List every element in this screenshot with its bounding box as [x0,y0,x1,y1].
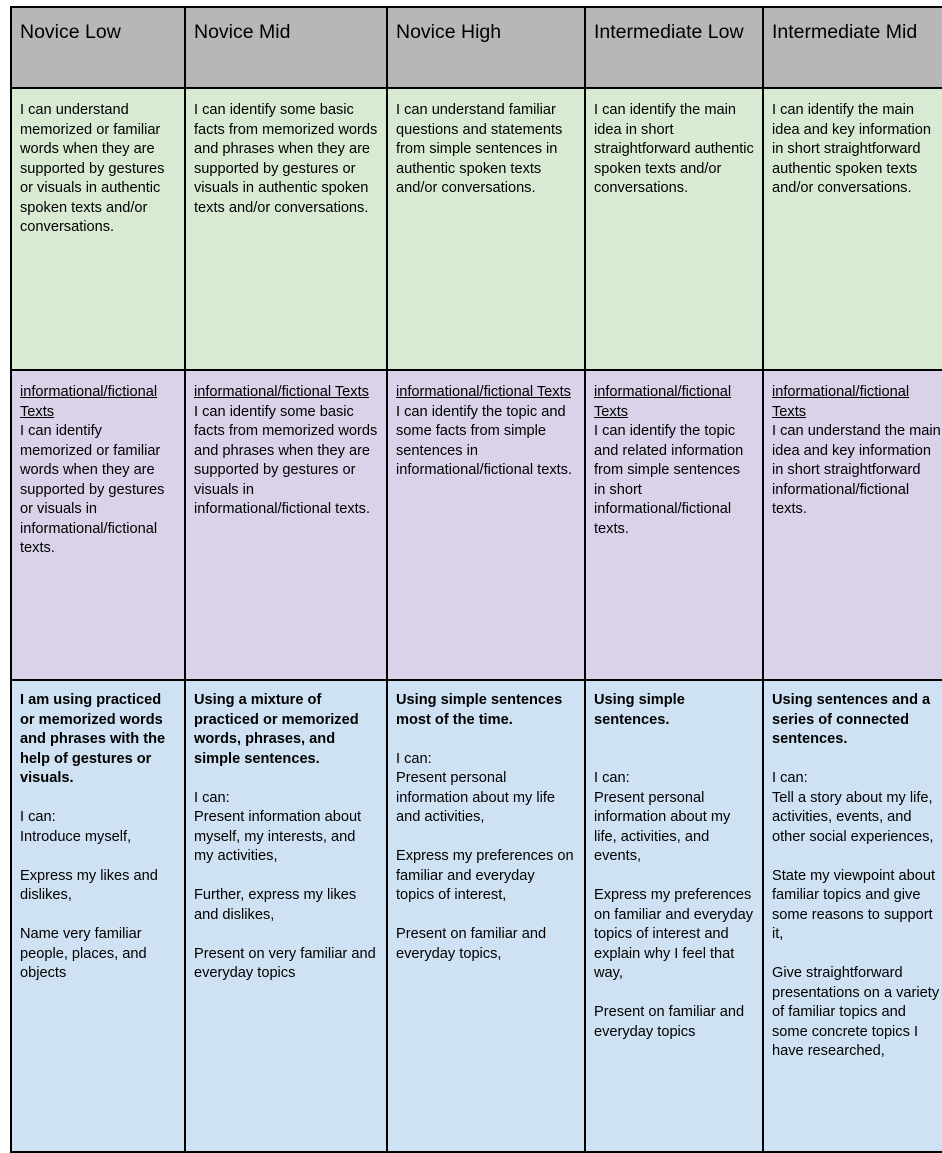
header-cell: Intermediate Low [585,7,763,88]
texts-link[interactable]: informational/fictional Texts [396,384,571,400]
cell-item: Express my likes and dislikes, [20,867,158,903]
table-cell: I can identify the main idea and key information in short straightforward authentic spoken texts and/or conversations. [763,88,942,370]
header-cell: Novice Low [11,7,185,88]
cell-item: Give straightforward presentations on a variety of familiar topics and some concrete topics I have researched, [772,965,940,1059]
table-cell: I can understand familiar questions and statements from simple sentences in authentic spoken texts and/or conversations. [387,88,585,370]
table-cell [11,680,185,1152]
cell-item: Present on familiar and everyday topics [594,1004,745,1040]
table-cell [763,370,942,680]
cell-ican: I can: [594,770,630,786]
texts-link[interactable]: informational/fictional Texts [194,384,369,400]
proficiency-table [10,6,942,1153]
header-cell: Intermediate Mid [763,7,942,88]
table-cell [585,680,763,1152]
cell-item: Express my preferences on familiar and everyday topics of interest and explain why I feel that way, [594,887,753,981]
texts-link[interactable]: informational/fictional Texts [594,384,732,420]
table-cell [387,680,585,1152]
interpretive-listening-row [11,88,942,370]
table-cell: I can identify some basic facts from memorized words and phrases when they are supported by gestures or visuals in authentic spoken texts and/or conversations. [185,88,387,370]
cell-ican: I can: [772,770,808,786]
cell-item: Present on very familiar and everyday topics [194,945,376,981]
cell-item: Present information about myself, my interests, and my activities, [194,809,362,864]
table-cell [185,370,387,680]
cell-item: Further, express my likes and dislikes, [194,887,357,923]
cell-item: Express my preferences on familiar and everyday topics of interest, [396,848,574,903]
cell-ican: I can: [194,789,230,806]
cell-lead: Using sentences and a series of connected sentences. [772,692,931,747]
header-row [11,7,942,88]
cell-item: Introduce myself, [20,828,132,845]
cell-lead: Using simple sentences most of the time. [396,692,563,728]
cell-item: Present on familiar and everyday topics, [396,926,547,962]
cell-item: State my viewpoint about familiar topics and give some reasons to support it, [772,867,936,942]
presentational-row [11,680,942,1152]
texts-link[interactable]: informational/fictional Texts [20,384,158,420]
interpretive-reading-row [11,370,942,680]
header-cell: Novice High [387,7,585,88]
cell-text: I can identify memorized or familiar words when they are supported by gestures or visuals in informational/fictional texts. [20,423,165,556]
cell-item: Name very familiar people, places, and objects [20,926,147,981]
cell-lead: I am using practiced or memorized words and phrases with the help of gestures or visuals. [20,692,166,786]
cell-ican: I can: [396,750,432,767]
table-cell [585,370,763,680]
cell-text: I can understand the main idea and key information in short straightforward informational/fictional texts. [772,423,941,517]
cell-item: Present personal information about my life, activities, and events, [594,789,731,864]
table-cell: I can identify the main idea in short straightforward authentic spoken texts and/or conversations. [585,88,763,370]
cell-text: I can identify the topic and some facts from simple sentences in informational/fictional texts. [396,403,573,478]
header-cell: Novice Mid [185,7,387,88]
table-cell [387,370,585,680]
cell-lead: Using a mixture of practiced or memorized words, phrases, and simple sentences. [194,692,359,767]
cell-item: Tell a story about my life, activities, events, and other social experiences, [772,789,934,845]
cell-lead: Using simple sentences. [594,692,685,728]
table-cell [185,680,387,1152]
texts-link[interactable]: informational/fictional Texts [772,384,910,420]
cell-item: Present personal information about my life and activities, [396,770,555,825]
cell-text: I can identify some basic facts from memorized words and phrases when they are supported by gestures or visuals in informational/fictional texts. [194,403,378,517]
table-cell: I can understand memorized or familiar words when they are supported by gestures or visuals in authentic spoken texts and/or conversations. [11,88,185,370]
cell-text: I can identify the topic and related information from simple sentences in short informational/fictional texts. [594,423,744,537]
table-cell [763,680,942,1152]
table-cell [11,370,185,680]
cell-ican: I can: [20,809,56,825]
